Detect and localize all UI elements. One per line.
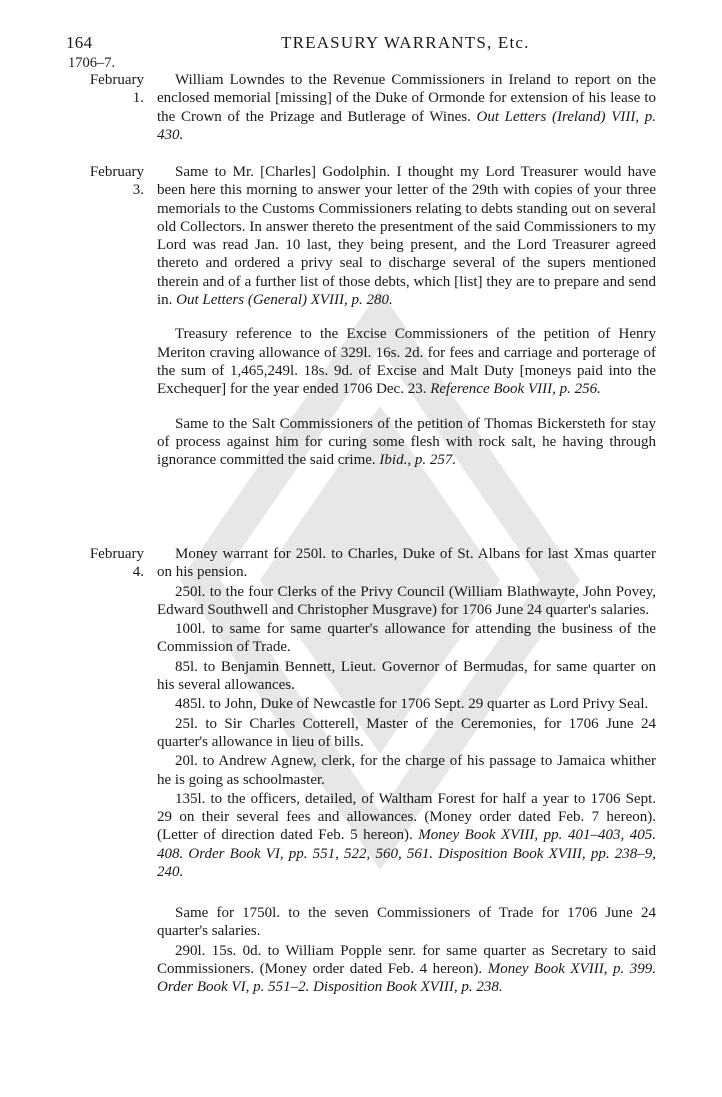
entry-date	[60, 545, 144, 582]
date-day: 1.	[132, 90, 144, 107]
entry-paragraph: 290l. 15s. 0d. to William Popple senr. for same quarter as Secretary to said Commissioners. (Money order dated Feb. 4 hereon). Money Book XVIII, p. 399. Order Book VI, p. 551–2. Disposition Book XVIII, p. 238.	[157, 942, 656, 996]
date-day: 3.	[132, 182, 144, 199]
entry-paragraph: 485l. to John, Duke of Newcastle for 1706 Sept. 29 quarter as Lord Privy Seal.	[175, 696, 649, 713]
date-month: February	[89, 546, 144, 562]
source-reference: Reference Book VIII, p. 256.	[430, 381, 601, 398]
entry-paragraph: Treasury reference to the Excise Commissioners of the petition of Henry Meriton craving allowance of 329l. 16s. 2d. for fees and carriage and porterage of the sum of 1,465,249l. 18s. 9d. of Excise and Malt Duty [moneys paid into the Exchequer] for the year ended 1706 Dec. 23. Reference Book VIII, p. 256.	[157, 326, 656, 398]
date-month: February	[89, 72, 144, 88]
source-reference: Ibid., p. 257.	[379, 452, 457, 469]
entry-paragraph: 100l. to same for same quarter's allowance for attending the business of the Commission of Trade.	[157, 621, 656, 656]
date-month: February	[89, 164, 144, 180]
entry-date	[60, 163, 144, 200]
entry-body	[157, 163, 656, 469]
entry-paragraph: 25l. to Sir Charles Cotterell, Master of the Ceremonies, for 1706 June 24 quarter's allowance in lieu of bills.	[157, 715, 656, 750]
date-day: 4.	[132, 564, 144, 581]
entry-paragraph: 20l. to Andrew Agnew, clerk, for the charge of his passage to Jamaica whither he is going as schoolmaster.	[157, 753, 656, 788]
entry-paragraph: Same to Mr. [Charles] Godolphin. I thought my Lord Treasurer would have been here this morning to answer your letter of the 29th with copies of your three memorials to the Customs Commissioners relating to debts standing out on several old Collectors. In answer thereto the presentment of the said Commissioners to my Lord was read Jan. 10 last, they being present, and the Lord Treasurer agreed thereto and ordered a privy seal to discharge several of the supers mentioned therein and of a further list of those debts, which [list] they are to prepare and send in. Out Letters (General) XVIII, p. 280.	[157, 164, 656, 309]
entry-paragraph: 135l. to the officers, detailed, of Waltham Forest for half a year to 1706 Sept. 29 on their several fees and allowances. (Money order dated Feb. 7 hereon). (Letter of direction dated Feb. 5 hereon). Money Book XVIII, pp. 401–403, 405. 408. Order Book VI, pp. 551, 522, 560, 561. Disposition Book XVIII, pp. 238–9, 240.	[157, 790, 657, 881]
entry-paragraph: Same for 1750l. to the seven Commissioners of Trade for 1706 June 24 quarter's salaries.	[157, 905, 656, 940]
entry-body	[157, 904, 656, 996]
entry-body	[157, 545, 656, 881]
entry-paragraph: Same to the Salt Commissioners of the petition of Thomas Bickersteth for stay of process against him for curing some flesh with rock salt, he having through ignorance committed the said crime. Ibid., p. 257.	[157, 415, 656, 469]
running-head: TREASURY WARRANTS, Etc.	[281, 33, 530, 52]
entry-paragraph: William Lowndes to the Revenue Commissioners in Ireland to report on the enclosed memorial [missing] of the Duke of Ormonde for extension of his lease to the Crown of the Prizage and Butlerage of Wines. Out Letters (Ireland) VIII, p. 430.	[157, 72, 656, 143]
entry-paragraph: 250l. to the four Clerks of the Privy Council (William Blathwayte, John Povey, Edward Southwell and Christopher Musgrave) for 1706 June 24 quarter's salaries.	[157, 583, 656, 618]
source-reference: Out Letters (General) XVIII, p. 280.	[176, 292, 393, 309]
entry-date	[60, 71, 144, 108]
entry-paragraph: Money warrant for 250l. to Charles, Duke of St. Albans for last Xmas quarter on his pension.	[157, 546, 656, 581]
source-reference: Money Book XVIII, pp. 401–403, 405. 408. Order Book VI, pp. 551, 522, 560, 561. Disposition Book XVIII, pp. 238–9, 240.	[157, 827, 657, 881]
page-number: 164	[66, 33, 93, 52]
entry-body	[157, 71, 656, 144]
source-reference: Money Book XVIII, p. 399. Order Book VI, p. 551–2. Disposition Book XVIII, p. 238.	[157, 960, 656, 996]
entry-paragraph: 85l. to Benjamin Bennett, Lieut. Governor of Bermudas, for same quarter on his several allowances.	[157, 658, 656, 694]
source-reference: Out Letters (Ireland) VIII, p. 430.	[157, 108, 656, 143]
year-label: 1706–7.	[68, 55, 116, 71]
